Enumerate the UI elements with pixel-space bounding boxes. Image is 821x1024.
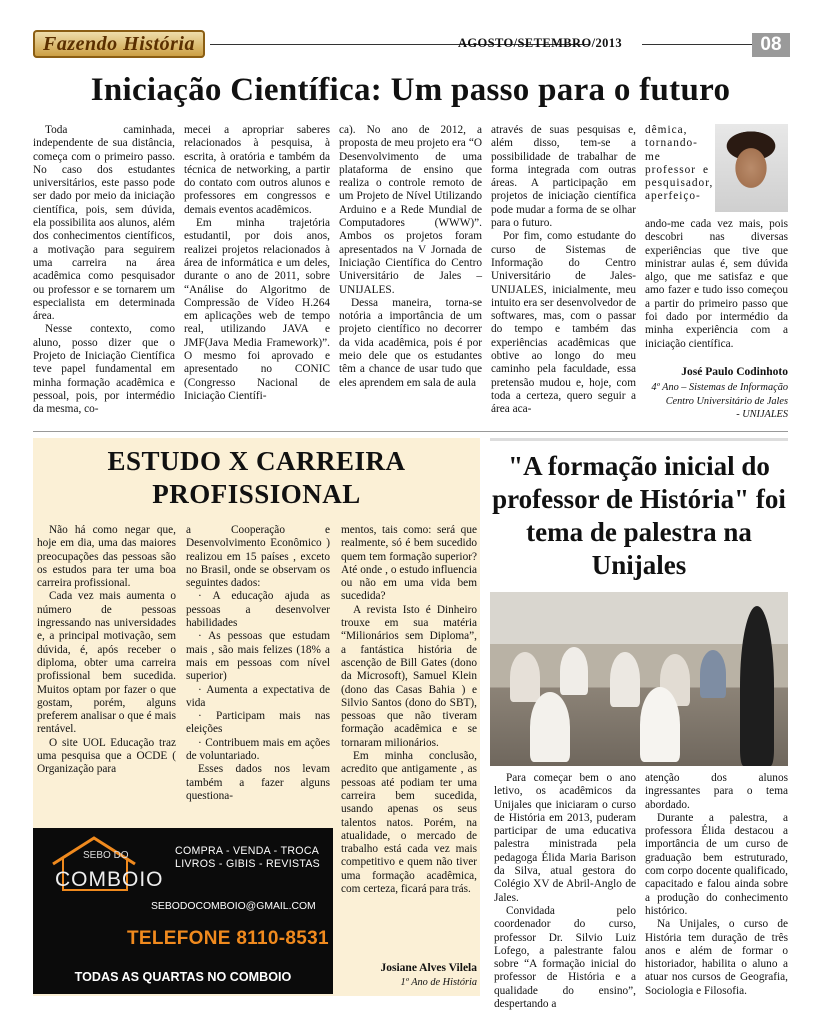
paragraph: Na Unijales, o curso de História tem duração de três anos e além de formar o historiador, habilita o aluno a atuar nos cursos de Geografia, Sociologia e Filosofia. — [645, 918, 788, 997]
paragraph: Em minha trajetória estudantil, por dois anos, realizei projetos relacionados à área de informática e um deles, durante o ano de 2011, sobre “Análise do Algoritmo de Compressão de Vídeo H.264 em aplicações web de tempo real, utilizando JAVA e JMF(Java Media Framework)”. O mesmo foi aprovado e apresentado no CONIC (Congresso Nacional de Iniciação Científi- — [184, 217, 330, 402]
paragraph: O site UOL Educação traz uma pesquisa que a OCDE ( Organização para — [37, 736, 176, 776]
section-divider — [33, 431, 788, 432]
issue-date: AGOSTO/SETEMBRO/2013 — [458, 36, 623, 50]
list-item: · As pessoas que estudam mais , são mais felizes (18% a mais em pessoas com nível superior) — [186, 630, 330, 683]
ad-products: LIVROS - GIBIS - REVISTAS — [175, 858, 321, 870]
paragraph: mecei a apropriar saberes relacionados à pesquisa, à escrita, à oratória e também da técnica de networking, a partir do contato com outros alunos e professores em congressos e demais eventos acadêmicos. — [184, 124, 330, 216]
article1-column-3 — [339, 124, 482, 390]
section-logo-text: Fazendo História — [43, 32, 195, 55]
student-figure — [530, 692, 570, 762]
ad-email: SEBODOCOMBOIO@GMAIL.COM — [151, 901, 316, 912]
paragraph: Esses dados nos levam também a fazer alguns questiona- — [186, 763, 330, 802]
student-figure — [610, 652, 640, 707]
paragraph: Dessa maneira, torna-se notória a importância de um projeto científico no decorrer da vida acadêmica, pois é por meio dele que os estudantes têm a chance de usar tudo que eles aprendem em sala de aula — [339, 296, 482, 389]
ad-phone: TELEFONE 8110-8531 — [127, 928, 329, 949]
ad-brand-big: COMBOIO — [55, 868, 164, 891]
paragraph: Para começar bem o ano letivo, os acadêmicos da Unijales que iniciaram o curso de História em 2013, puderam participar de uma educativa palestra ministrada pela pedagoga Élida Maria Barison da Silva, atual gestora do Colégio XV de Abril-Anglo de Jales. — [494, 772, 636, 904]
paragraph: ando-me cada vez mais, pois descobri nas diversas experiências que tive que ministrar aulas é, sem dúvida algo, que me satisfaz e que amo fazer e tudo isso começou a partir do primeiro passo que foi dado por intermédio da minha experiência com a iniciação científica. — [645, 218, 788, 350]
paragraph: Convidada pelo coordenador do curso, professor Dr. Silvio Luiz Lofego, a palestrante falou sobre “A formação inicial do professor de História e a qualidade do ensino”, despertando a — [494, 904, 636, 1011]
page-number: 08 — [752, 33, 790, 57]
author-name: José Paulo Codinhoto — [681, 366, 788, 378]
article3-title: "A formação inicial do professor de História" foi tema de palestra na Unijales — [492, 451, 786, 580]
article1-column-2 — [184, 124, 330, 403]
article3-column-2 — [645, 772, 788, 998]
student-figure — [640, 687, 680, 762]
paragraph: Não há como negar que, hoje em dia, uma das maiores preocupações das pessoas são os estudos para ter uma boa carreira profissional. — [37, 524, 176, 590]
article1-column-5 — [645, 218, 788, 351]
paragraph: Cada vez mais aumenta o número de pessoas ingressando nas universidades e, a principal motivação, sem dúvida, é, após receber o diploma, obter uma carreira profissional bem sucedida. Muitos optam por fazer o que gostam, porém, alguns preferem analisar o que é mais rentável. — [37, 590, 176, 736]
student-figure — [560, 647, 588, 695]
ad-services: COMPRA - VENDA - TROCA — [175, 845, 320, 857]
advertisement — [33, 828, 333, 994]
student-figure — [700, 650, 726, 698]
author-photo — [715, 124, 788, 212]
list-item: · Participam mais nas eleições — [186, 710, 330, 736]
author-school: Centro Universitário de Jales - UNIJALES — [665, 396, 788, 420]
list-item: · A educação ajuda as pessoas a desenvolver habilidades — [186, 590, 330, 630]
title-line: ESTUDO X CARREIRA — [107, 446, 406, 476]
author-role: 4º Ano – Sistemas de Informação — [651, 382, 788, 393]
article2-column-1 — [37, 524, 176, 777]
section-divider — [490, 438, 788, 441]
title-line: PROFISSIONAL — [152, 479, 361, 509]
lecture-photo — [490, 592, 788, 766]
speaker-figure — [740, 606, 774, 766]
paragraph: através de suas pesquisas e, além disso, tem-se a possibilidade de trabalhar de forma integrada com outras áreas. A participação em projetos de iniciação científica pode mudar a forma de se olhar para o futuro. — [491, 124, 636, 230]
article1-column-1 — [33, 124, 175, 417]
article2-column-3 — [341, 524, 477, 896]
ad-footer: TODAS AS QUARTAS NO COMBOIO — [74, 970, 292, 984]
article2-title — [33, 445, 480, 511]
paragraph: ca). No ano de 2012, a proposta de meu projeto era “O Desenvolvimento de uma plataforma de ensino que realiza o controle remoto de um Projeto de Nível Utilizando Arduino e a Rede Mundial de Computadores (WWW)”. Ambos os projetos foram apresentados na V Jornada de Iniciação Científica do Centro Universitário de Jales – UNIJALES. — [339, 124, 482, 296]
author-role: 1º Ano de História — [400, 977, 477, 988]
paragraph: Durante a palestra, a professora Élida destacou a importância de um curso de graduação bem estruturado, com corpo docente qualificado, capacitado e falou ainda sobre a produção do conhecimento histórico. — [645, 811, 788, 917]
author-name: Josiane Alves Vilela — [380, 962, 477, 974]
section-logo — [33, 30, 205, 58]
list-item: · Contribuem mais em ações de voluntariado. — [186, 736, 330, 763]
student-figure — [510, 652, 540, 702]
article2-column-2 — [186, 524, 330, 803]
paragraph: atenção dos alunos ingressantes para o tema abordado. — [645, 772, 788, 811]
article1-column-5-top — [645, 124, 714, 204]
paragraph: Toda caminhada, independente de sua distância, começa com o primeiro passo. No caso dos estudantes universitários, este passo pode ser dado por meio da iniciação científica, pois, sem dúvida, ela possibilita aos alunos, além dos conhecimentos científicos, a motivação para seguirem uma carreira na área acadêmica como pesquisador ou professor e se tornarem um especialista em determinada área. — [33, 124, 175, 323]
list-item: · Aumenta a expectativa de vida — [186, 683, 330, 709]
header-divider — [642, 44, 752, 45]
article3-column-1 — [494, 772, 636, 1011]
paragraph: Nesse contexto, como aluno, posso dizer que o Projeto de Iniciação Científica teve papel fundamental em minha formação acadêmica e pessoal, pois, por intermédio da mesma, co- — [33, 323, 175, 416]
paragraph: Por fim, como estudante do curso de Sistemas de Informação do Centro Universitário de Jales-UNIJALES, inicialmente, meu intuito era ser desenvolvedor de softwares, mas, com o passar do tempo e também das experiências acadêmicas que obtive ao longo do meu caminho pela faculdade, essa pretensão mudou e, hoje, com toda a certeza, quero seguir a área aca- — [491, 230, 636, 416]
article1-column-4 — [491, 124, 636, 417]
paragraph: A revista Isto é Dinheiro trouxe em sua matéria “Milionários sem Diploma”, a fantástica história de ascenção de Bill Gates (dono da Microsoft), Samuel Klein (dono das Casas Bahia ) e Silvio Santos (dono do SBT), pessoas que não tiveram formação acadêmica e se tornaram milionários. — [341, 603, 477, 749]
paragraph: mentos, tais como: será que realmente, só é bem sucedido quem tem formação superior? Até onde , o estudo influencia ou não em uma vida bem sucedida? — [341, 524, 477, 603]
paragraph: Em minha conclusão, acredito que antigamente , as pessoas até podiam ter uma carreira bem sucedida, usando apenas os seus talentos natos. Porém, na atualidade, o mercado de trabalho está cada vez mais competitivo e quem não tiver uma formação acadêmica, com certeza, ficará para trás. — [341, 750, 477, 896]
ad-brand-small: SEBO DO — [83, 850, 129, 861]
paragraph: a Cooperação e Desenvolvimento Econômico ) realizou em 15 países , exceto no Brasil, onde se observam os seguintes dados: — [186, 524, 330, 590]
paragraph: dêmica, tornando-me professor e pesquisador, aperfeiço- — [645, 124, 714, 203]
article-headline: Iniciação Científica: Um passo para o futuro — [90, 72, 731, 108]
